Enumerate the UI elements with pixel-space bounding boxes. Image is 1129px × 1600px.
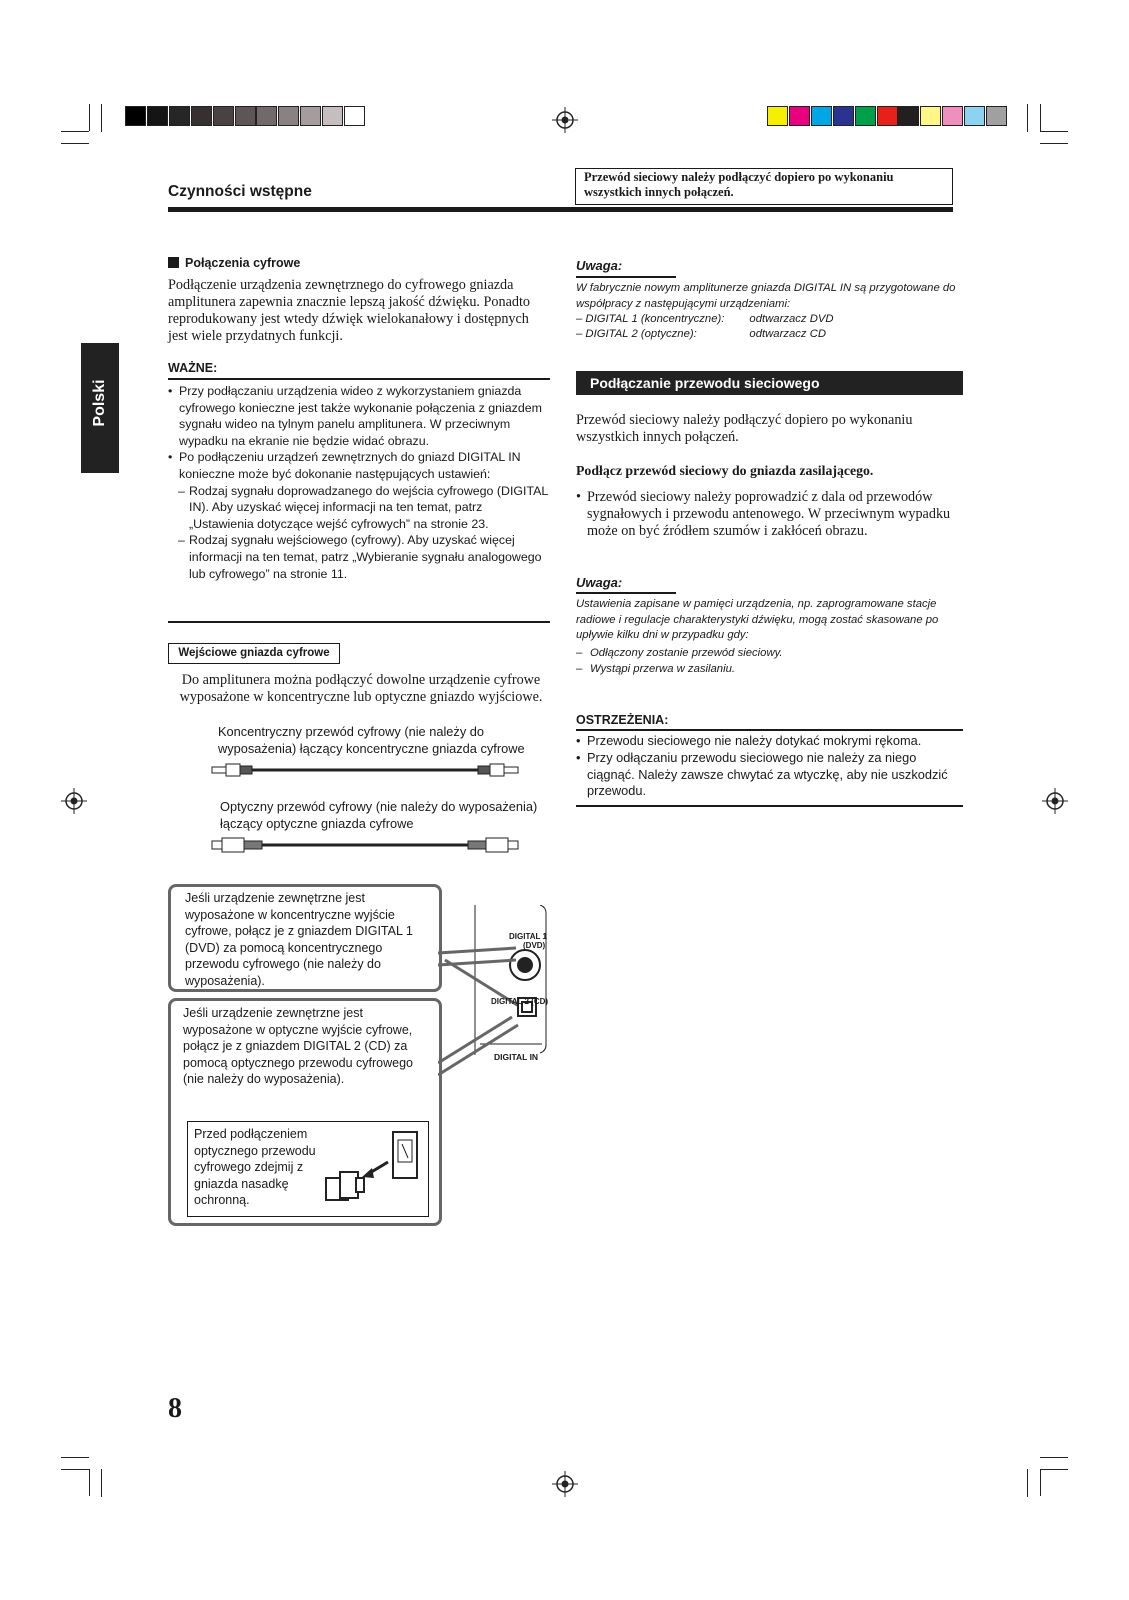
note1-underline	[576, 276, 676, 278]
warnings-rule-top	[576, 729, 963, 731]
protective-cap-icon	[318, 1130, 423, 1210]
inputs-box	[168, 643, 340, 664]
color-swatch	[898, 106, 919, 126]
color-swatch	[344, 106, 365, 126]
note1-text: W fabrycznie nowym amplitunerze gniazda DIGITAL IN są przygotowane do współpracy z następującymi urządzeniami:	[576, 282, 956, 310]
important-item: • Po podłączeniu urządzeń zewnętrznych do gniazd DIGITAL IN konieczne może być dokonanie następujących ustawień:	[168, 449, 548, 482]
inputs-box-label: Wejściowe gniazda cyfrowe	[178, 647, 330, 659]
color-swatch	[191, 106, 212, 126]
optical-callout	[168, 998, 442, 1226]
note1-row: – DIGITAL 2 (optyczne): odtwarzacz CD	[576, 327, 826, 343]
note1-row: – DIGITAL 1 (koncentryczne): odtwarzacz DVD	[576, 312, 834, 328]
warnings-rule-bottom	[576, 805, 963, 807]
note2-item: – Wystąpi przerwa w zasilaniu.	[576, 661, 956, 677]
coaxial-cable-icon	[210, 762, 520, 778]
warnings-title: OSTRZEŻENIA:	[576, 713, 669, 727]
important-rule-bottom	[168, 621, 550, 623]
warning-item: • Przewodu sieciowego nie należy dotykać mokrymi rękoma.	[576, 733, 962, 750]
color-swatch	[322, 106, 343, 126]
color-swatch	[300, 106, 321, 126]
digital1-label: DIGITAL 1	[509, 932, 547, 941]
optical-callout-text: Jeśli urządzenie zewnętrzne jest wyposażone w optyczne wyjście cyfrowe, połącz je z gniazdem DIGITAL 2 (CD) za pomocą optycznego przewodu cyfrowego (nie należy do wyposażenia).	[183, 1006, 413, 1086]
inputs-paragraph: Do amplitunera można podłączyć dowolne urządzenie cyfrowe wyposażone w koncentryczne lub optyczne gniazdo wyjściowe.	[179, 672, 543, 705]
color-swatch	[833, 106, 854, 126]
digital-in-label: DIGITAL IN	[494, 1052, 539, 1062]
coax-callout	[168, 884, 442, 992]
coax-callout-text: Jeśli urządzenie zewnętrzne jest wyposażone w koncentryczne wyjście cyfrowe, połącz je z gniazdem DIGITAL 1 (DVD) za pomocą koncentrycznego przewodu cyfrowego (nie należy do wyposażenia).	[185, 891, 413, 988]
color-swatch	[877, 106, 898, 126]
color-swatch	[147, 106, 168, 126]
optical-callout-pointer	[438, 1005, 528, 1085]
note2-underline	[576, 592, 676, 594]
color-swatch	[789, 106, 810, 126]
color-swatch	[278, 106, 299, 126]
registration-mark-icon	[552, 107, 578, 133]
power-section-bar	[576, 371, 963, 395]
color-swatch	[169, 106, 190, 126]
square-bullet-icon	[168, 257, 179, 268]
warnings-list	[576, 733, 962, 800]
note1-row-value: odtwarzacz CD	[749, 328, 827, 340]
color-swatch	[920, 106, 941, 126]
cap-note-text: Przed podłączeniem optycznego przewodu cyfrowego zdejmij z gniazda nasadkę ochronną.	[194, 1127, 316, 1207]
optical-cable-caption: Optyczny przewód cyfrowy (nie należy do wyposażenia) łączący optyczne gniazda cyfrowe	[220, 799, 538, 831]
section-title: Czynności wstępne	[168, 183, 312, 200]
note1-row-label: DIGITAL 2 (optyczne):	[585, 328, 697, 340]
cap-note-box	[187, 1121, 429, 1217]
registration-mark-icon	[552, 1471, 578, 1497]
important-rule-top	[168, 378, 550, 380]
note1-row-label: DIGITAL 1 (koncentryczne):	[585, 313, 725, 325]
coax-cable-caption: Koncentryczny przewód cyfrowy (nie należy do wyposażenia) łączący koncentryczne gniazda cyfrowe	[218, 724, 525, 756]
power-heading: Podłącz przewód sieciowy do gniazda zasilającego.	[576, 463, 874, 478]
important-item: • Przy podłączaniu urządzenia wideo z wykorzystaniem gniazda cyfrowego konieczne jest także wykonanie połączenia z gniazdem sygnału wideo na tylnym panelu amplitunera. W przeciwnym wypadku na ekranie nie będzie widać obrazu.	[168, 383, 548, 449]
page-number: 8	[168, 1393, 182, 1424]
color-swatch	[213, 106, 234, 126]
note1-row-value: odtwarzacz DVD	[749, 313, 834, 325]
power-notice-box	[575, 168, 953, 205]
note2-title: Uwaga:	[576, 575, 623, 590]
color-swatch	[235, 106, 256, 126]
note2-item: – Odłączony zostanie przewód sieciowy.	[576, 645, 956, 661]
language-tab	[81, 343, 119, 473]
power-bullet-list	[576, 489, 962, 540]
color-swatch	[986, 106, 1007, 126]
note2-text: Ustawienia zapisane w pamięci urządzenia, np. zaprogramowane stacje radiowe i regulacje charakterystyki dźwięku, mogą zostać skasowane po upływie kilku dni w przypadku gdy:	[576, 598, 939, 641]
color-swatch	[256, 106, 277, 126]
optical-cable-icon	[210, 837, 520, 853]
note1-title: Uwaga:	[576, 258, 623, 273]
digital2-label: DIGITAL 2 (CD)	[491, 997, 549, 1006]
important-subitem: – Rodzaj sygnału wejściowego (cyfrowy). Aby uzyskać więcej informacji na ten temat, patrz „Wybieranie sygnału analogowego lub cyfrowego” na stronie 11.	[178, 532, 548, 582]
power-section-title: Podłączanie przewodu sieciowego	[590, 375, 820, 391]
digital1-sub-label: (DVD)	[523, 941, 546, 950]
important-list	[168, 383, 548, 582]
warning-item: • Przy odłączaniu przewodu sieciowego nie należy za niego ciągnąć. Należy zawsze chwytać za wtyczkę, aby nie uszkodzić przewodu.	[576, 750, 962, 800]
important-title: WAŻNE:	[168, 361, 218, 375]
intro-paragraph: Podłączenie urządzenia zewnętrznego do cyfrowego gniazda amplitunera zapewnia znacznie lepszą jakość dźwięku. Ponadto reprodukowany jest wtedy dźwięk wielokanałowy i dostępnych jest wiele przydatnych funkcji.	[168, 277, 531, 344]
color-swatch	[125, 106, 146, 126]
registration-mark-icon	[1042, 788, 1068, 814]
color-swatch	[811, 106, 832, 126]
language-tab-label: Polski	[91, 379, 108, 427]
note2-list	[576, 645, 956, 677]
heading-text: Połączenia cyfrowe	[185, 256, 301, 270]
registration-mark-icon	[61, 788, 87, 814]
color-swatch	[767, 106, 788, 126]
digital-connections-heading	[168, 256, 300, 270]
color-swatch	[855, 106, 876, 126]
power-notice-text: Przewód sieciowy należy podłączyć dopiero po wykonaniu wszystkich innych połączeń.	[584, 170, 894, 199]
header-rule	[168, 207, 953, 212]
coax-callout-pointer	[438, 925, 528, 985]
color-swatch	[942, 106, 963, 126]
important-subitem: – Rodzaj sygnału doprowadzanego do wejścia cyfrowego (DIGITAL IN). Aby uzyskać więcej informacji na ten temat, patrz „Ustawienia dotyczące wejść cyfrowych” na stronie 23.	[178, 483, 548, 533]
color-swatch	[964, 106, 985, 126]
power-bullet: • Przewód sieciowy należy poprowadzić z dala od przewodów sygnałowych i przewodu antenowego. W przeciwnym wypadku może on być źródłem szumów i zakłóceń obrazu.	[576, 489, 962, 540]
power-paragraph: Przewód sieciowy należy podłączyć dopiero po wykonaniu wszystkich innych połączeń.	[576, 412, 913, 445]
